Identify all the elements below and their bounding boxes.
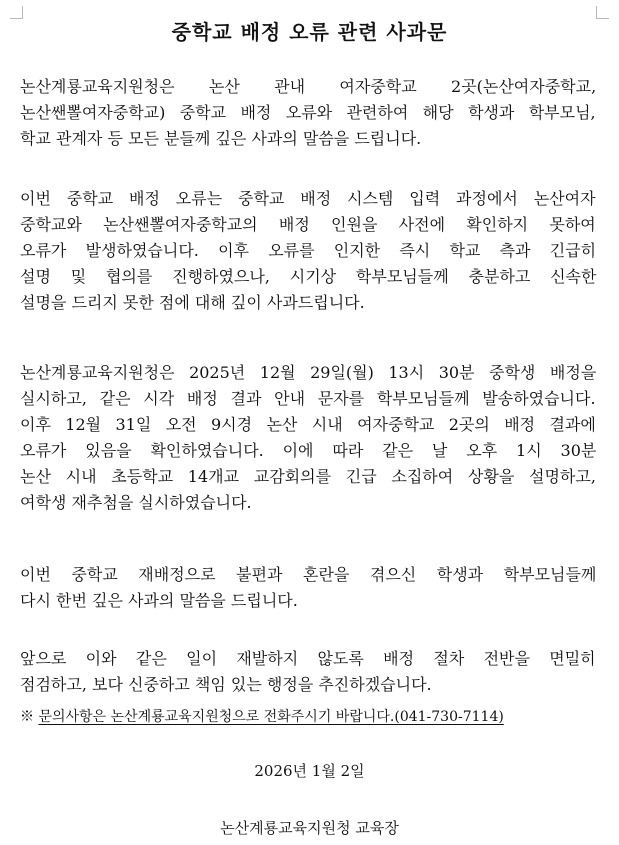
paragraph-line: 이번 중학교 배정 오류는 중학교 배정 시스템 입력 과정에서 논산여자 xyxy=(20,189,596,208)
paragraph-line: 오류가 있음을 확인하였습니다. 이에 따라 같은 날 오후 1시 30분 xyxy=(20,441,597,460)
paragraph-line: 설명을 드리지 못한 점에 대해 깊이 사과드립니다. xyxy=(20,293,365,312)
notice-mark: ※ xyxy=(20,709,34,725)
paragraph-line: 설명 및 협의를 진행하였으나, 시기상 학부모님들께 충분하고 신속한 xyxy=(20,267,597,286)
paragraph-line: 실시하고, 같은 시각 배정 결과 안내 문자를 학부모님들께 발송하였습니다. xyxy=(20,389,596,408)
paragraph-line: 여학생 재추첨을 실시하였습니다. xyxy=(20,493,252,512)
contact-notice xyxy=(20,706,504,726)
paragraph-reassignment-apology xyxy=(20,562,596,614)
paragraph-line: 논산계룡교육지원청은 논산 관내 여자중학교 2곳(논산여자중학교, xyxy=(20,77,597,96)
paragraph-line: 이번 중학교 재배정으로 불편과 혼란을 겪으신 학생과 학부모님들께 xyxy=(20,565,597,584)
document-title: 중학교 배정 오류 관련 사과문 xyxy=(171,20,448,44)
paragraph-line: 다시 한번 깊은 사과의 말씀을 드립니다. xyxy=(20,591,298,610)
paragraph-line: 앞으로 이와 같은 일이 재발하지 않도록 배정 절차 전반을 면밀히 xyxy=(20,649,596,668)
paragraph-timeline xyxy=(20,360,596,516)
paragraph-line: 학교 관계자 등 모든 분들께 깊은 사과의 말씀을 드립니다. xyxy=(20,129,422,148)
paragraph-line: 논산 시내 초등학교 14개교 교감회의를 긴급 소집하여 상황을 설명하고, xyxy=(20,467,596,486)
paragraph-apology-intro xyxy=(20,74,596,152)
contact-notice-text: 문의사항은 논산계룡교육지원청으로 전화주시기 바랍니다.(041-730-7114) xyxy=(38,709,504,725)
paragraph-future-commitment xyxy=(20,646,596,698)
paragraph-line: 오류가 발생하였습니다. 이후 오류를 인지한 즉시 학교 측과 긴급히 xyxy=(20,241,597,260)
signature: 논산계룡교육지원청 교육장 xyxy=(220,819,399,837)
document-date: 2026년 1월 2일 xyxy=(254,762,365,780)
paragraph-line: 중학교와 논산쌘뽈여자중학교의 배정 인원을 사전에 확인하지 못하여 xyxy=(20,215,596,234)
paragraph-line: 점검하고, 보다 신중하고 책임 있는 행정을 추진하겠습니다. xyxy=(20,675,432,694)
paragraph-line: 논산계룡교육지원청은 2025년 12월 29일(월) 13시 30분 중학생 배정을 xyxy=(20,363,597,382)
paragraph-line: 논산쌘뽈여자중학교) 중학교 배정 오류와 관련하여 해당 학생과 학부모님, xyxy=(20,103,596,122)
paragraph-error-cause xyxy=(20,186,596,316)
paragraph-line: 이후 12월 31일 오전 9시경 논산 시내 여자중학교 2곳의 배정 결과에 xyxy=(20,415,596,434)
